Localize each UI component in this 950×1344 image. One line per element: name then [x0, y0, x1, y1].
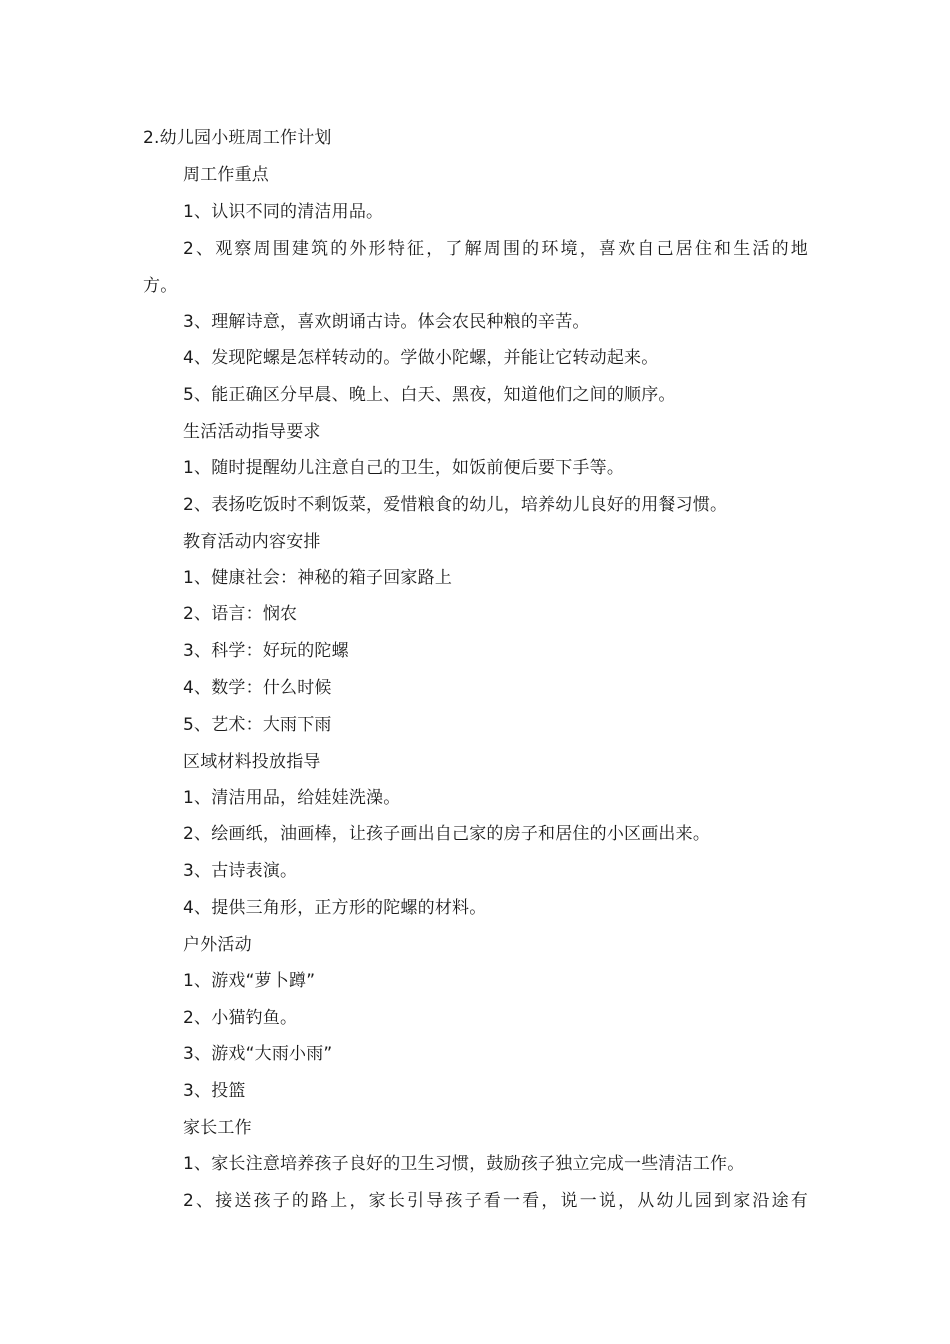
list-item: 1、健康社会：神秘的箱子回家路上 [183, 568, 453, 588]
list-item: 5、能正确区分早晨、晚上、白天、黑夜，知道他们之间的顺序。 [183, 385, 676, 405]
list-item: 1、随时提醒幼儿注意自己的卫生，如饭前便后要下手等。 [183, 458, 625, 478]
list-item: 3、游戏“大雨小雨” [183, 1044, 333, 1064]
list-item: 2、接送孩子的路上，家长引导孩子看一看，说一说，从幼儿园到家沿途有 [183, 1191, 808, 1211]
section-heading-life-activities: 生活活动指导要求 [183, 422, 321, 442]
list-item: 1、清洁用品，给娃娃洗澡。 [183, 788, 401, 808]
section-heading-parent-work: 家长工作 [183, 1118, 252, 1138]
list-item: 3、古诗表演。 [183, 861, 298, 881]
section-heading-area-materials: 区域材料投放指导 [183, 752, 321, 772]
list-item: 3、投篮 [183, 1081, 246, 1101]
list-item: 4、发现陀螺是怎样转动的。学做小陀螺，并能让它转动起来。 [183, 348, 659, 368]
list-item: 3、理解诗意，喜欢朗诵古诗。体会农民种粮的辛苦。 [183, 312, 590, 332]
section-heading-education-activities: 教育活动内容安排 [183, 532, 321, 552]
list-item-continuation: 方。 [143, 276, 178, 296]
list-item: 4、提供三角形，正方形的陀螺的材料。 [183, 898, 487, 918]
list-item: 3、科学：好玩的陀螺 [183, 641, 349, 661]
list-item: 2、观察周围建筑的外形特征，了解周围的环境，喜欢自己居住和生活的地 [183, 239, 808, 259]
list-item: 2、语言：悯农 [183, 604, 298, 624]
list-item: 5、艺术：大雨下雨 [183, 715, 332, 735]
section-heading-outdoor-activities: 户外活动 [183, 935, 252, 955]
list-item: 1、认识不同的清洁用品。 [183, 202, 384, 222]
list-item: 1、游戏“萝卜蹲” [183, 971, 316, 991]
list-item: 2、小猫钓鱼。 [183, 1008, 298, 1028]
list-item: 2、表扬吃饭时不剩饭菜，爱惜粮食的幼儿，培养幼儿良好的用餐习惯。 [183, 495, 728, 515]
section-heading-weekly-focus: 周工作重点 [183, 165, 269, 185]
list-item: 4、数学：什么时候 [183, 678, 332, 698]
document-title: 2.幼儿园小班周工作计划 [143, 128, 332, 148]
list-item: 1、家长注意培养孩子良好的卫生习惯，鼓励孩子独立完成一些清洁工作。 [183, 1154, 745, 1174]
list-item: 2、绘画纸，油画棒，让孩子画出自己家的房子和居住的小区画出来。 [183, 824, 711, 844]
